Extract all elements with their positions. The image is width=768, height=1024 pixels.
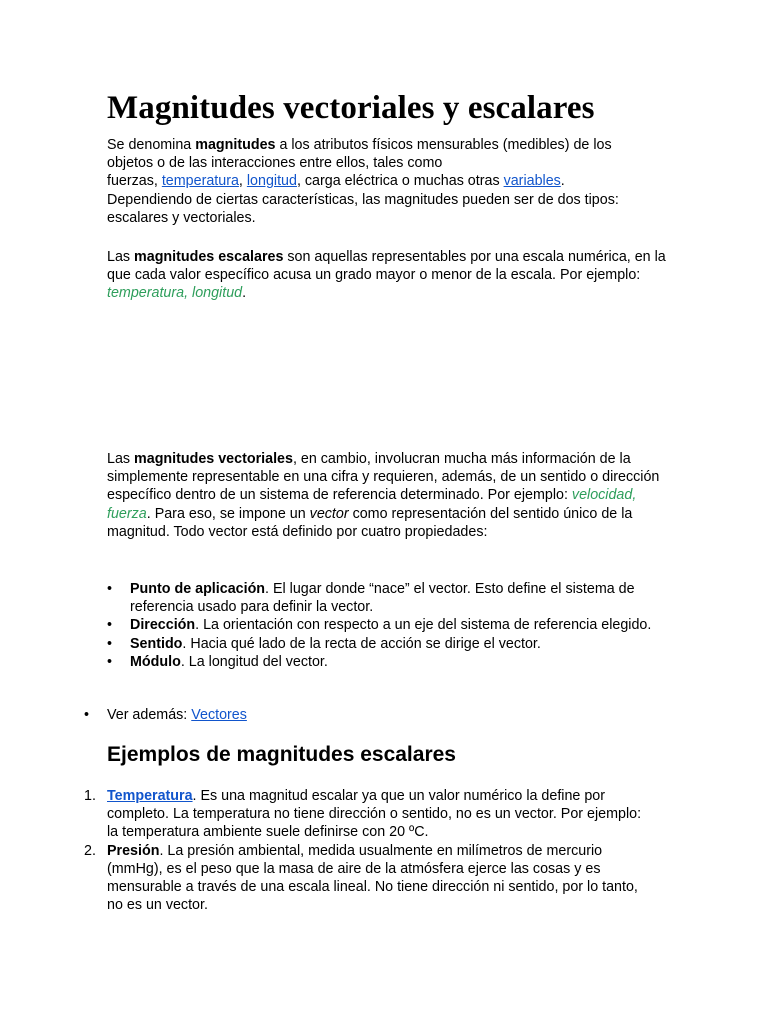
property-term: Módulo xyxy=(130,653,181,670)
intro-text: , xyxy=(238,173,247,190)
list-item xyxy=(84,842,654,915)
escalares-examples: temperatura, longitud xyxy=(107,285,243,302)
see-also-label: Ver además: xyxy=(107,707,192,723)
intro-paragraph xyxy=(107,136,652,227)
vectoriales-text: como representación del sentido único de la magnitud. Todo vector está definido por cuatro propiedades: xyxy=(107,505,633,540)
intro-text: a los atributos físicos mensurables (medibles) de los objetos o de las interacciones entre ellos, tales como xyxy=(107,137,612,172)
example-text: . La presión ambiental, medida usualmente en milímetros de mercurio (mmHg), es el peso que la masa de aire de la atmósfera ejerce las cosas y es mensurable a través de una escala lineal. No tiene dirección ni sentido, por lo tanto, no es un vector. xyxy=(107,842,638,914)
list-item xyxy=(84,787,654,842)
intro-text: Se denomina xyxy=(107,137,196,153)
property-text: . El lugar donde “nace” el vector. Esto define el sistema de referencia usado para definir la vector. xyxy=(130,581,635,616)
property-text: . La orientación con respecto a un eje del sistema de referencia elegido. xyxy=(195,617,652,634)
property-term: Punto de aplicación xyxy=(130,581,266,597)
list-item xyxy=(107,653,667,671)
intro-term-magnitudes: magnitudes xyxy=(195,137,276,153)
intro-text: , carga eléctrica o muchas otras xyxy=(296,173,504,190)
list-item xyxy=(84,706,247,724)
link-variables[interactable]: variables xyxy=(503,173,561,190)
example-term: Presión xyxy=(107,842,160,859)
vector-properties-list xyxy=(107,580,667,671)
vectoriales-examples: velocidad, fuerza xyxy=(107,487,637,522)
escalares-text: . xyxy=(242,285,247,302)
escalares-text: Las xyxy=(107,249,135,265)
vectoriales-text: Las xyxy=(107,451,135,467)
list-number: 2. xyxy=(84,842,96,859)
see-also-list xyxy=(84,706,247,724)
intro-text: fuerzas, xyxy=(107,173,162,190)
examples-list xyxy=(84,787,654,914)
list-item xyxy=(107,580,667,616)
list-item xyxy=(107,616,667,634)
list-number: 1. xyxy=(84,788,96,804)
property-term: Sentido xyxy=(130,635,183,652)
link-vectores[interactable]: Vectores xyxy=(191,707,247,723)
intro-text: Dependiendo de ciertas características, las magnitudes pueden ser de dos tipos: escalares y vectoriales. xyxy=(107,191,619,226)
link-temperatura[interactable]: temperatura xyxy=(161,173,239,190)
property-text: . Hacia qué lado de la recta de acción se dirige el vector. xyxy=(182,635,541,652)
property-text: . La longitud del vector. xyxy=(180,653,328,670)
escalares-term: magnitudes escalares xyxy=(134,249,284,265)
vectoriales-vector-term: vector xyxy=(309,505,349,522)
example-text: . Es una magnitud escalar ya que un valor numérico la define por completo. La temperatura no tiene dirección o sentido, no es un vector. Por ejemplo: la temperatura ambiente suele definirse con 20 ºC. xyxy=(107,788,642,841)
link-temperatura-example[interactable]: Temperatura xyxy=(107,788,193,804)
vectoriales-text: . Para eso, se impone un xyxy=(146,505,310,522)
vectoriales-text: , en cambio, involucran mucha más información de la simplemente representable en una cifra y requieren, además, de un sentido o dirección específico dentro de un sistema de referencia determinado. Por ejemplo: xyxy=(107,451,660,504)
escalares-paragraph xyxy=(107,248,667,303)
link-longitud[interactable]: longitud xyxy=(246,173,297,190)
section-heading: Ejemplos de magnitudes escalares xyxy=(107,743,456,766)
intro-text: . xyxy=(560,173,565,190)
property-term: Dirección xyxy=(130,617,196,634)
vectoriales-paragraph xyxy=(107,450,667,541)
list-item xyxy=(107,635,667,653)
vectoriales-term: magnitudes vectoriales xyxy=(134,451,293,467)
escalares-text: son aquellas representables por una escala numérica, en la que cada valor específico acusa un grado mayor o menor de la escala. Por ejemplo: xyxy=(107,249,666,284)
page-title: Magnitudes vectoriales y escalares xyxy=(107,90,595,126)
